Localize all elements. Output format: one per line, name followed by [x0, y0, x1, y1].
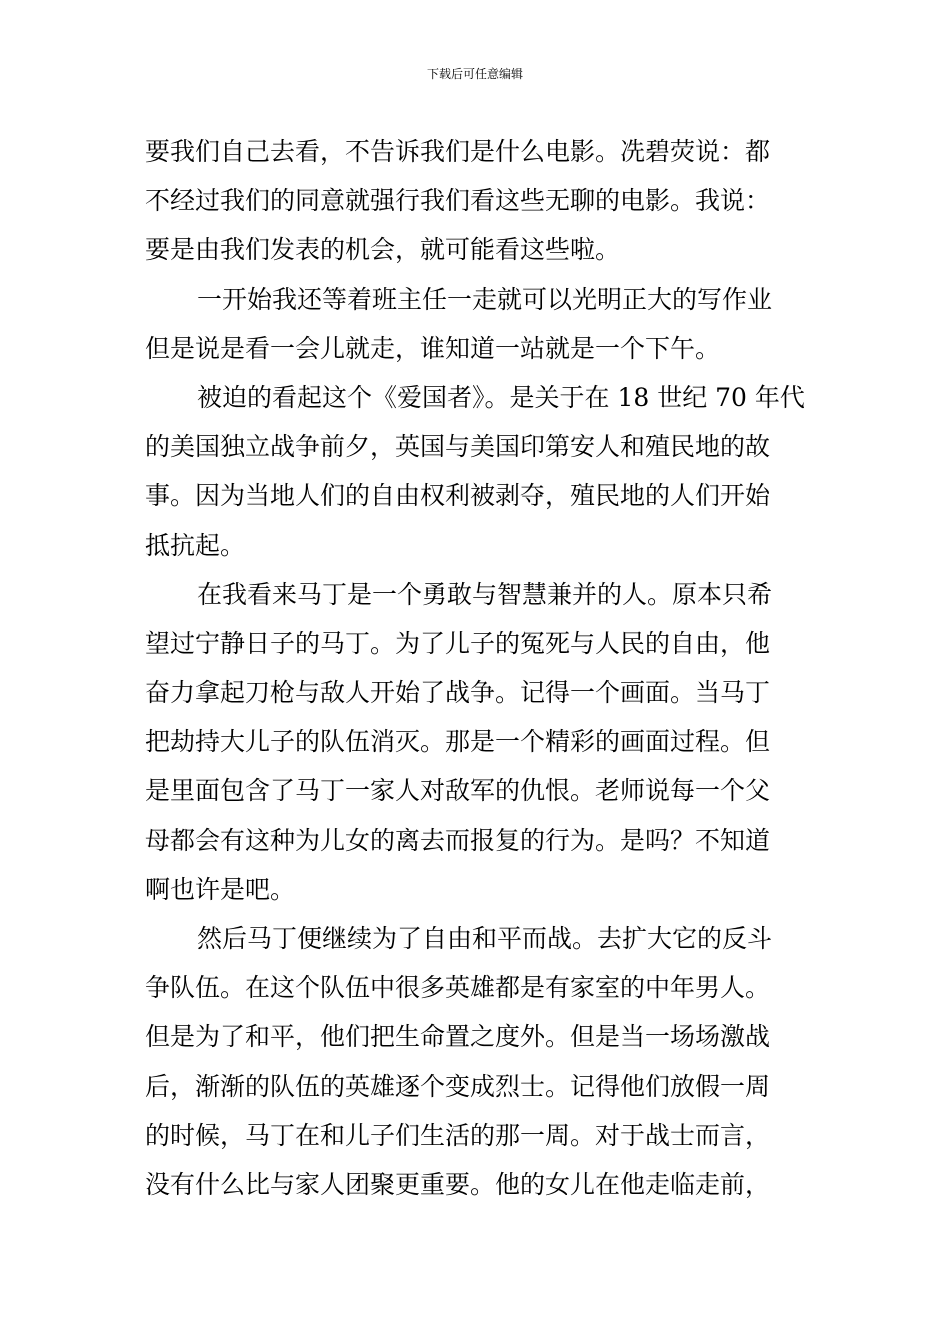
paragraph: [145, 914, 809, 1209]
paragraph: [145, 570, 809, 914]
text-line: 事。因为当地人们的自由权利被剥夺，殖民地的人们开始: [145, 481, 771, 511]
text-line: 望过宁静日子的马丁。为了儿子的冤死与人民的自由，他: [145, 628, 771, 658]
text-line: 母都会有这种为儿女的离去而报复的行为。是吗？不知道: [145, 825, 771, 855]
text-line: 是里面包含了马丁一家人对敌军的仇恨。老师说每一个父: [145, 776, 771, 806]
paragraph: [145, 373, 809, 570]
text-line: 没有什么比与家人团聚更重要。他的女儿在他走临走前，: [145, 1169, 771, 1199]
paragraph: [145, 127, 809, 275]
text-line: 在我看来马丁是一个勇敢与智慧兼并的人。原本只希: [197, 579, 773, 609]
text-line: 奋力拿起刀枪与敌人开始了战争。记得一个画面。当马丁: [145, 678, 771, 708]
text-line: 但是说是看一会儿就走，谁知道一站就是一个下午。: [145, 333, 721, 363]
text-line: 啊也许是吧。: [145, 874, 296, 904]
text-line: 被迫的看起这个《爱国者》。是关于在 18 世纪 70 年代: [197, 382, 805, 412]
text-line: 的美国独立战争前夕，英国与美国印第安人和殖民地的故: [145, 432, 771, 462]
text-line: 争队伍。在这个队伍中很多英雄都是有家室的中年男人。: [145, 973, 771, 1003]
page-header: 下载后可任意编辑: [426, 67, 523, 81]
text-line: 抵抗起。: [145, 530, 246, 560]
text-line: 一开始我还等着班主任一走就可以光明正大的写作业: [197, 284, 773, 314]
text-line: 要我们自己去看，不告诉我们是什么电影。冼碧荧说：都: [145, 137, 771, 166]
text-line: 要是由我们发表的机会，就可能看这些啦。: [145, 235, 621, 265]
text-line: 后，渐渐的队伍的英雄逐个变成烈士。记得他们放假一周: [145, 1071, 771, 1101]
text-line: 不经过我们的同意就强行我们看这些无聊的电影。我说：: [145, 186, 771, 216]
document-body: [145, 127, 809, 1209]
text-line: 然后马丁便继续为了自由和平而战。去扩大它的反斗: [197, 924, 773, 953]
text-line: 但是为了和平，他们把生命置之度外。但是当一场场激战: [145, 1022, 771, 1052]
text-line: 的时候，马丁在和儿子们生活的那一周。对于战士而言，: [145, 1120, 771, 1150]
text-line: 把劫持大儿子的队伍消灭。那是一个精彩的画面过程。但: [145, 727, 771, 757]
paragraph: [145, 275, 809, 373]
